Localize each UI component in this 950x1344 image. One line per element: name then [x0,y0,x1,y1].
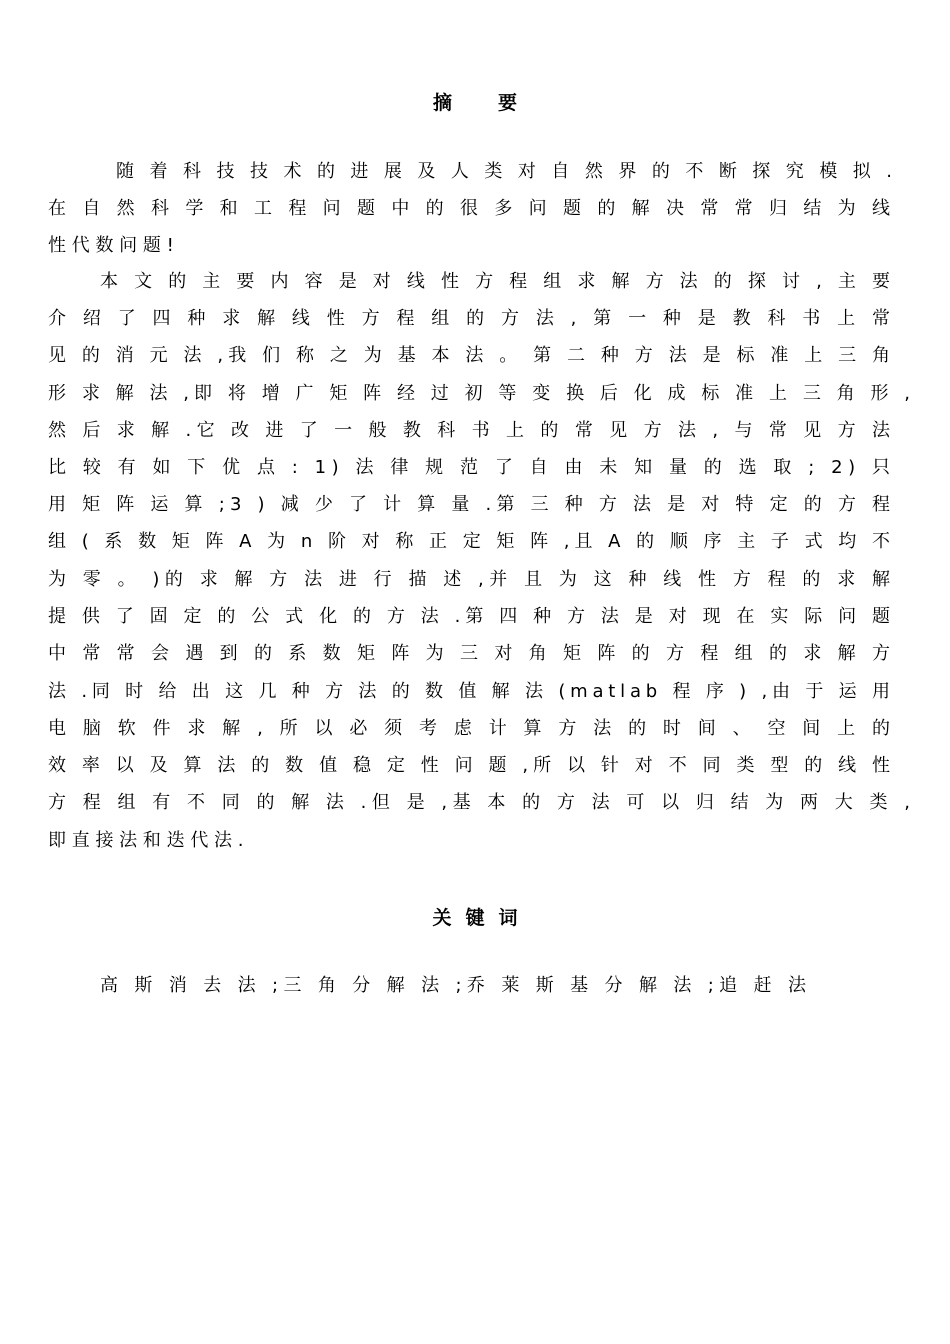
abstract-line: 电 脑 软 件 求 解 , 所 以 必 须 考 虑 计 算 方 法 的 时 间 、 空 间 上 的 [48,718,896,739]
abstract-line: 然 后 求 解 .它 改 进 了 一 般 教 科 书 上 的 常 见 方 法 , 与 常 见 方 法 [48,420,896,441]
keywords-title: 关键词 [432,907,532,929]
abstract-line: 在 自 然 科 学 和 工 程 问 题 中 的 很 多 问 题 的 解 决 常 常 归 结 为 线 [48,198,896,219]
abstract-line: 介 绍 了 四 种 求 解 线 性 方 程 组 的 方 法 , 第 一 种 是 教 科 书 上 常 [48,308,896,329]
abstract-title: 摘要 [432,92,563,114]
abstract-line: 比 较 有 如 下 优 点 : 1) 法 律 规 范 了 自 由 未 知 量 的 选 取 ; 2) 只 [48,457,896,478]
abstract-line: 为 零 。 )的 求 解 方 法 进 行 描 述 ,并 且 为 这 种 线 性 方 程 的 求 解 [48,569,896,590]
abstract-line: 用 矩 阵 运 算 ;3 ) 减 少 了 计 算 量 .第 三 种 方 法 是 对 特 定 的 方 程 [48,494,896,515]
abstract-line: 效 率 以 及 算 法 的 数 值 稳 定 性 问 题 ,所 以 针 对 不 同 类 型 的 线 性 [48,755,896,776]
abstract-line: 性 代 数 问 题 ! [48,235,174,256]
abstract-line: 随 着 科 技 技 术 的 进 展 及 人 类 对 自 然 界 的 不 断 探 究 模 拟 . [116,161,897,182]
abstract-line: 形 求 解 法 ,即 将 增 广 矩 阵 经 过 初 等 变 换 后 化 成 标 准 上 三 角 形 , [48,383,916,404]
abstract-line: 中 常 常 会 遇 到 的 系 数 矩 阵 为 三 对 角 矩 阵 的 方 程 组 的 求 解 方 [48,643,896,664]
abstract-line: 本 文 的 主 要 内 容 是 对 线 性 方 程 组 求 解 方 法 的 探 讨 , 主 要 [100,271,896,292]
abstract-line: 法 .同 时 给 出 这 几 种 方 法 的 数 值 解 法 (matlab 程 序 ) ,由 于 运 用 [48,681,895,702]
abstract-line: 提 供 了 固 定 的 公 式 化 的 方 法 .第 四 种 方 法 是 对 现 在 实 际 问 题 [48,606,896,627]
keywords-list: 高 斯 消 去 法 ;三 角 分 解 法 ;乔 莱 斯 基 分 解 法 ;追 赶 法 [100,975,812,996]
abstract-line: 组 ( 系 数 矩 阵 A 为 n 阶 对 称 正 定 矩 阵 ,且 A 的 顺 序 主 子 式 均 不 [48,531,895,552]
abstract-line: 见 的 消 元 法 ,我 们 称 之 为 基 本 法 。 第 二 种 方 法 是 标 准 上 三 角 [48,345,896,366]
abstract-line: 方 程 组 有 不 同 的 解 法 .但 是 ,基 本 的 方 法 可 以 归 结 为 两 大 类 , [48,792,916,813]
abstract-line: 即 直 接 法 和 迭 代 法 . [48,830,244,851]
